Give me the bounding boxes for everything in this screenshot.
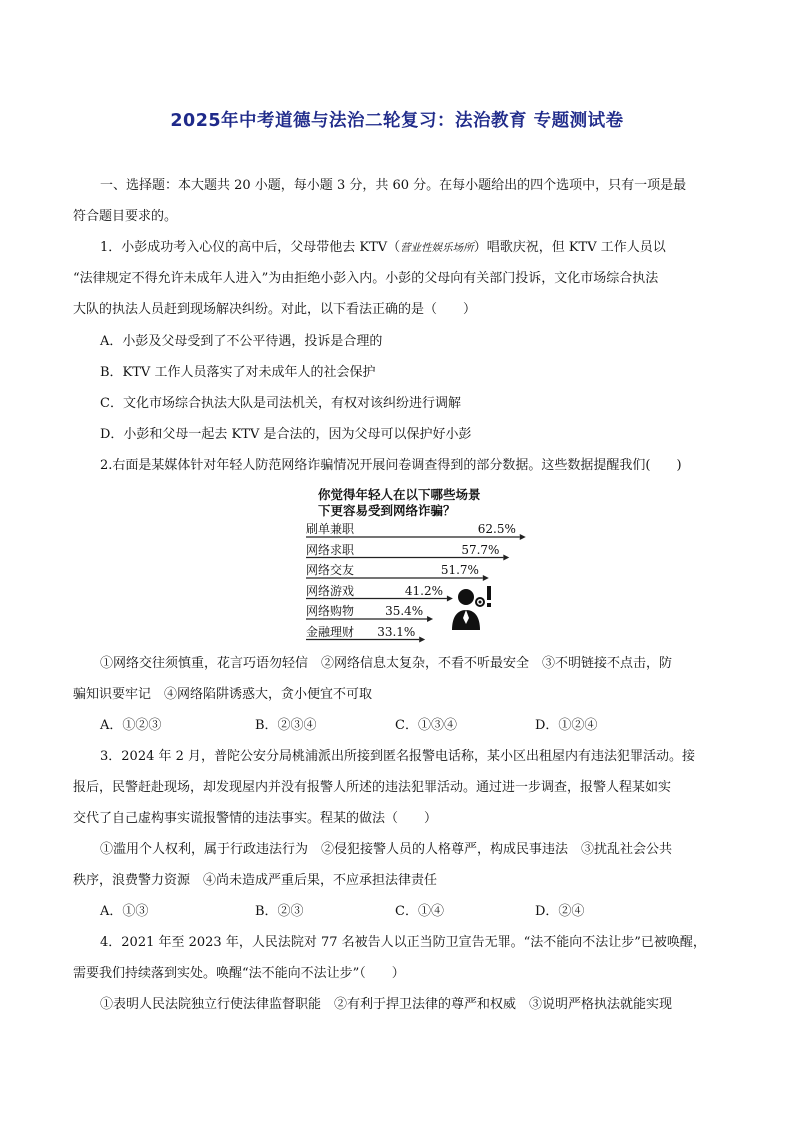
survey-chart [302,484,532,644]
q2-statements-line-2: 骗知识要牢记 ④网络陷阱诱惑大，贪小便宜不可取 [73,687,373,702]
chart-category-label: 网络求职 [306,542,355,557]
q1-option-a[interactable]: A．小彭及父母受到了不公平待遇，投诉是合理的 [100,334,383,349]
q3-stem-line-3: 交代了自己虚构事实谎报警情的违法事实。程某的做法（ ） [73,811,438,826]
q1-option-d[interactable]: D．小彭和父母一起去 KTV 是合法的，因为父母可以保护好小彭 [100,427,472,442]
chart-category-label: 刷单兼职 [306,522,355,536]
chart-bar-arrow-0 [520,534,526,540]
chart-bar-arrow-5 [419,637,425,643]
q2-option-c[interactable]: C．①③④ [395,718,457,733]
q1-stem-line-1b: ）唱歌庆祝，但 KTV 工作人员以 [473,240,666,255]
chart-category-label: 金融理财 [306,624,355,639]
q3-option-c[interactable]: C．①④ [395,904,444,919]
section-instruction-line-1: 一、选择题：本大题共 20 小题，每小题 3 分，共 60 分。在每小题给出的四个选项中，只有一项是最 [100,178,687,193]
q1-stem-small-note: 营业性娱乐场所 [400,242,474,254]
chart-bar-arrow-2 [483,575,489,581]
q1-stem-line-2: “法律规定不得允许未成年人进入”为由拒绝小彭入内。小彭的父母向有关部门投诉，文化市场综合执法 [73,271,659,286]
q2-option-b[interactable]: B．②③④ [255,718,317,733]
page-title: 2025年中考道德与法治二轮复习：法治教育 专题测试卷 [170,111,624,131]
person-alert-icon [450,584,496,632]
chart-title-line-1: 你觉得年轻人在以下哪些场景 [318,487,481,502]
chart-category-label: 网络游戏 [306,583,355,598]
q3-statements-line-1: ①滥用个人权利，属于行政违法行为 ②侵犯接警人员的人格尊严，构成民事违法 ③扰乱社会公共 [100,842,673,857]
chart-value-label: 51.7% [440,563,479,577]
q3-statements-line-2: 秩序，浪费警力资源 ④尚未造成严重后果，不应承担法律责任 [73,873,438,888]
chart-value-label: 41.2% [404,583,444,598]
q2-option-d[interactable]: D．①②④ [535,718,598,733]
chart-title-line-2: 下更容易受到网络诈骗？ [318,503,456,518]
chart-category-label: 网络购物 [306,604,355,618]
chart-bar-arrow-1 [503,555,509,561]
section-instruction-line-2: 符合题目要求的。 [73,209,178,224]
q1-stem-line-3: 大队的执法人员赶到现场解决纠纷。对此，以下看法正确的是（ ） [73,302,477,317]
q3-option-a[interactable]: A．①③ [100,904,149,919]
q2-statements-line-1: ①网络交往须慎重，花言巧语勿轻信 ②网络信息太复杂，不看不听最安全 ③不明链接不点击，防 [100,656,673,671]
q4-stem-line-2: 需要我们持续落到实处。唤醒“法不能向不法让步”（ ） [73,966,405,981]
q2-stem-line-1: 2.右面是某媒体针对年轻人防范网络诈骗情况开展问卷调查得到的部分数据。这些数据提醒我们( ) [100,458,682,473]
q3-stem-line-1: 3．2024 年 2 月，普陀公安分局桃浦派出所接到匿名报警电话称，某小区出租屋内有违法犯罪活动。接 [100,749,696,764]
chart-category-label: 网络交友 [306,563,355,577]
q1-stem-line-1a: 1．小彭成功考入心仪的高中后，父母带他去 KTV（ [100,240,401,255]
chart-value-label: 33.1% [377,624,416,639]
q1-option-c[interactable]: C．文化市场综合执法大队是司法机关，有权对该纠纷进行调解 [100,396,461,411]
q3-option-b[interactable]: B．②③ [255,904,304,919]
chart-value-label: 35.4% [385,604,424,618]
q4-stem-line-1: 4．2021 年至 2023 年，人民法院对 77 名被告人以正当防卫宣告无罪。“法不能向不法让步”已被唤醒， [100,935,706,950]
q1-option-b[interactable]: B．KTV 工作人员落实了对未成年人的社会保护 [100,365,376,380]
q1-stem-line-1 [100,240,666,256]
chart-bar-arrow-4 [427,616,433,622]
q3-option-d[interactable]: D．②④ [535,904,585,919]
chart-value-label: 57.7% [461,542,500,557]
q3-stem-line-2: 报后，民警赶赴现场，却发现屋内并没有报警人所述的违法犯罪活动。通过进一步调查，报警人程某如实 [73,780,672,795]
q2-option-a[interactable]: A．①②③ [100,718,162,733]
chart-value-label: 62.5% [477,522,516,536]
q4-statements-line-1: ①表明人民法院独立行使法律监督职能 ②有利于捍卫法律的尊严和权威 ③说明严格执法就能实现 [100,997,673,1012]
